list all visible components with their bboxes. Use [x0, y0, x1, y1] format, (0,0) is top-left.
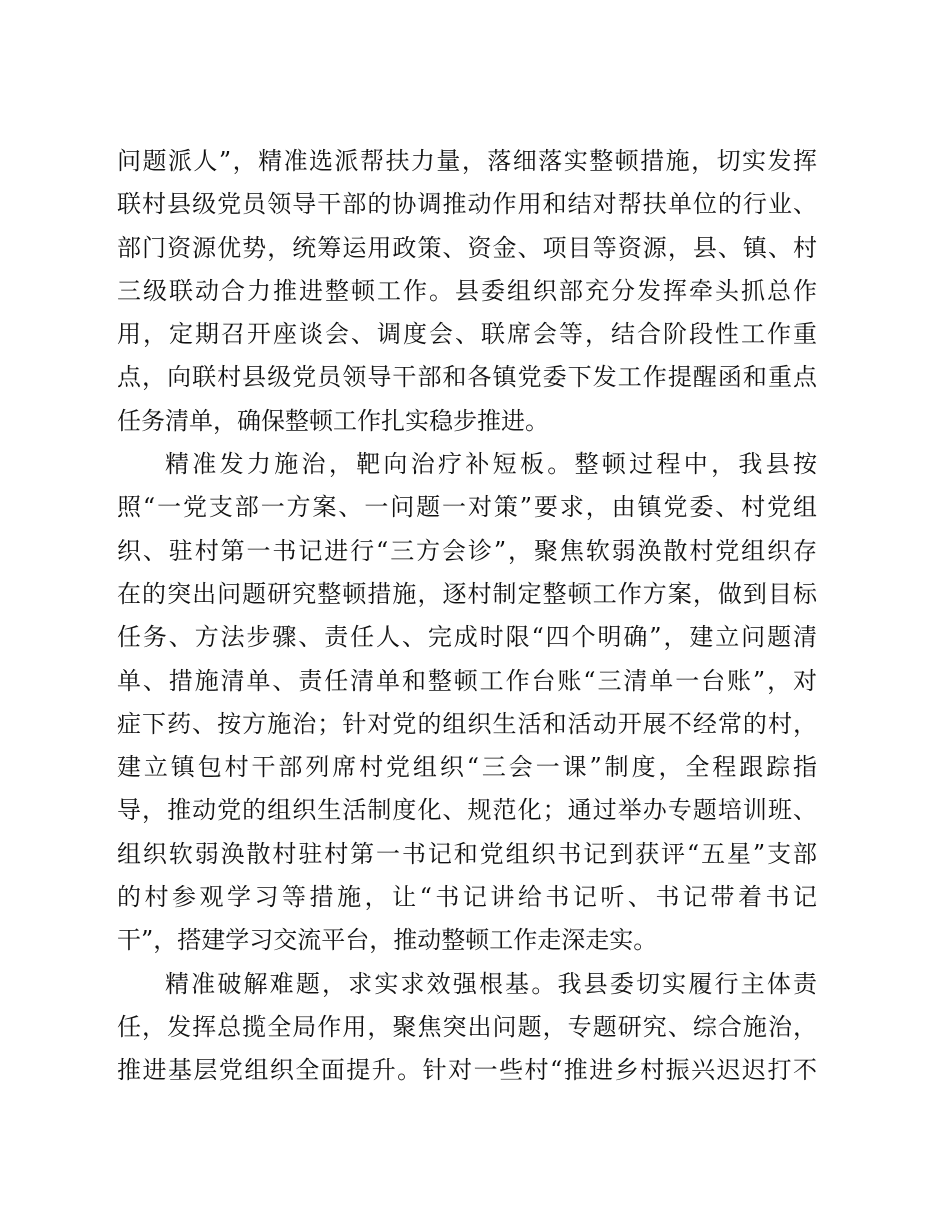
- paragraph-start-line: 精准破解难题，求实求效强根基。我县委切实履行主体责: [165, 969, 817, 998]
- text-line: 的村参观学习等措施，让“书记讲给书记听、书记带着书记: [117, 883, 817, 912]
- text-line: 组织软弱涣散村驻村第一书记和党组织书记到获评“五星”支部: [117, 839, 817, 868]
- paragraph-end-line: 任务清单，确保整顿工作扎实稳步推进。: [117, 406, 549, 435]
- text-line: 推进基层党组织全面提升。针对一些村“推进乡村振兴迟迟打不: [117, 1056, 817, 1085]
- text-line: 在的突出问题研究整顿措施，逐村制定整顿工作方案，做到目标: [117, 579, 817, 608]
- paragraph-start-line: 精准发力施治，靶向治疗补短板。整顿过程中，我县按: [165, 450, 817, 479]
- text-line: 任，发挥总揽全局作用，聚焦突出问题，专题研究、综合施治，: [117, 1012, 817, 1041]
- text-line: 任务、方法步骤、责任人、完成时限“四个明确”，建立问题清: [117, 623, 817, 652]
- text-line: 联村县级党员领导干部的协调推动作用和结对帮扶单位的行业、: [117, 190, 817, 219]
- text-line: 导，推动党的组织生活制度化、规范化；通过举办专题培训班、: [117, 796, 817, 825]
- text-line: 单、措施清单、责任清单和整顿工作台账“三清单一台账”，对: [117, 666, 817, 695]
- text-line: 用，定期召开座谈会、调度会、联席会等，结合阶段性工作重: [117, 320, 817, 349]
- text-line: 三级联动合力推进整顿工作。县委组织部充分发挥牵头抓总作: [117, 276, 817, 305]
- text-line: 问题派人”，精准选派帮扶力量，落细落实整顿措施，切实发挥: [117, 147, 817, 175]
- text-line: 症下药、按方施治；针对党的组织生活和活动开展不经常的村，: [117, 709, 817, 738]
- paragraph-end-line: 干”，搭建学习交流平台，推动整顿工作走深走实。: [117, 926, 658, 955]
- text-line: 点，向联村县级党员领导干部和各镇党委下发工作提醒函和重点: [117, 363, 817, 392]
- text-line: 建立镇包村干部列席村党组织“三会一课”制度，全程跟踪指: [117, 753, 817, 782]
- text-line: 织、驻村第一书记进行“三方会诊”，聚焦软弱涣散村党组织存: [117, 536, 817, 565]
- text-line: 部门资源优势，统筹运用政策、资金、项目等资源，县、镇、村: [117, 233, 817, 262]
- text-line: 照“一党支部一方案、一问题一对策”要求，由镇党委、村党组: [117, 493, 817, 522]
- body-text: [117, 140, 817, 1093]
